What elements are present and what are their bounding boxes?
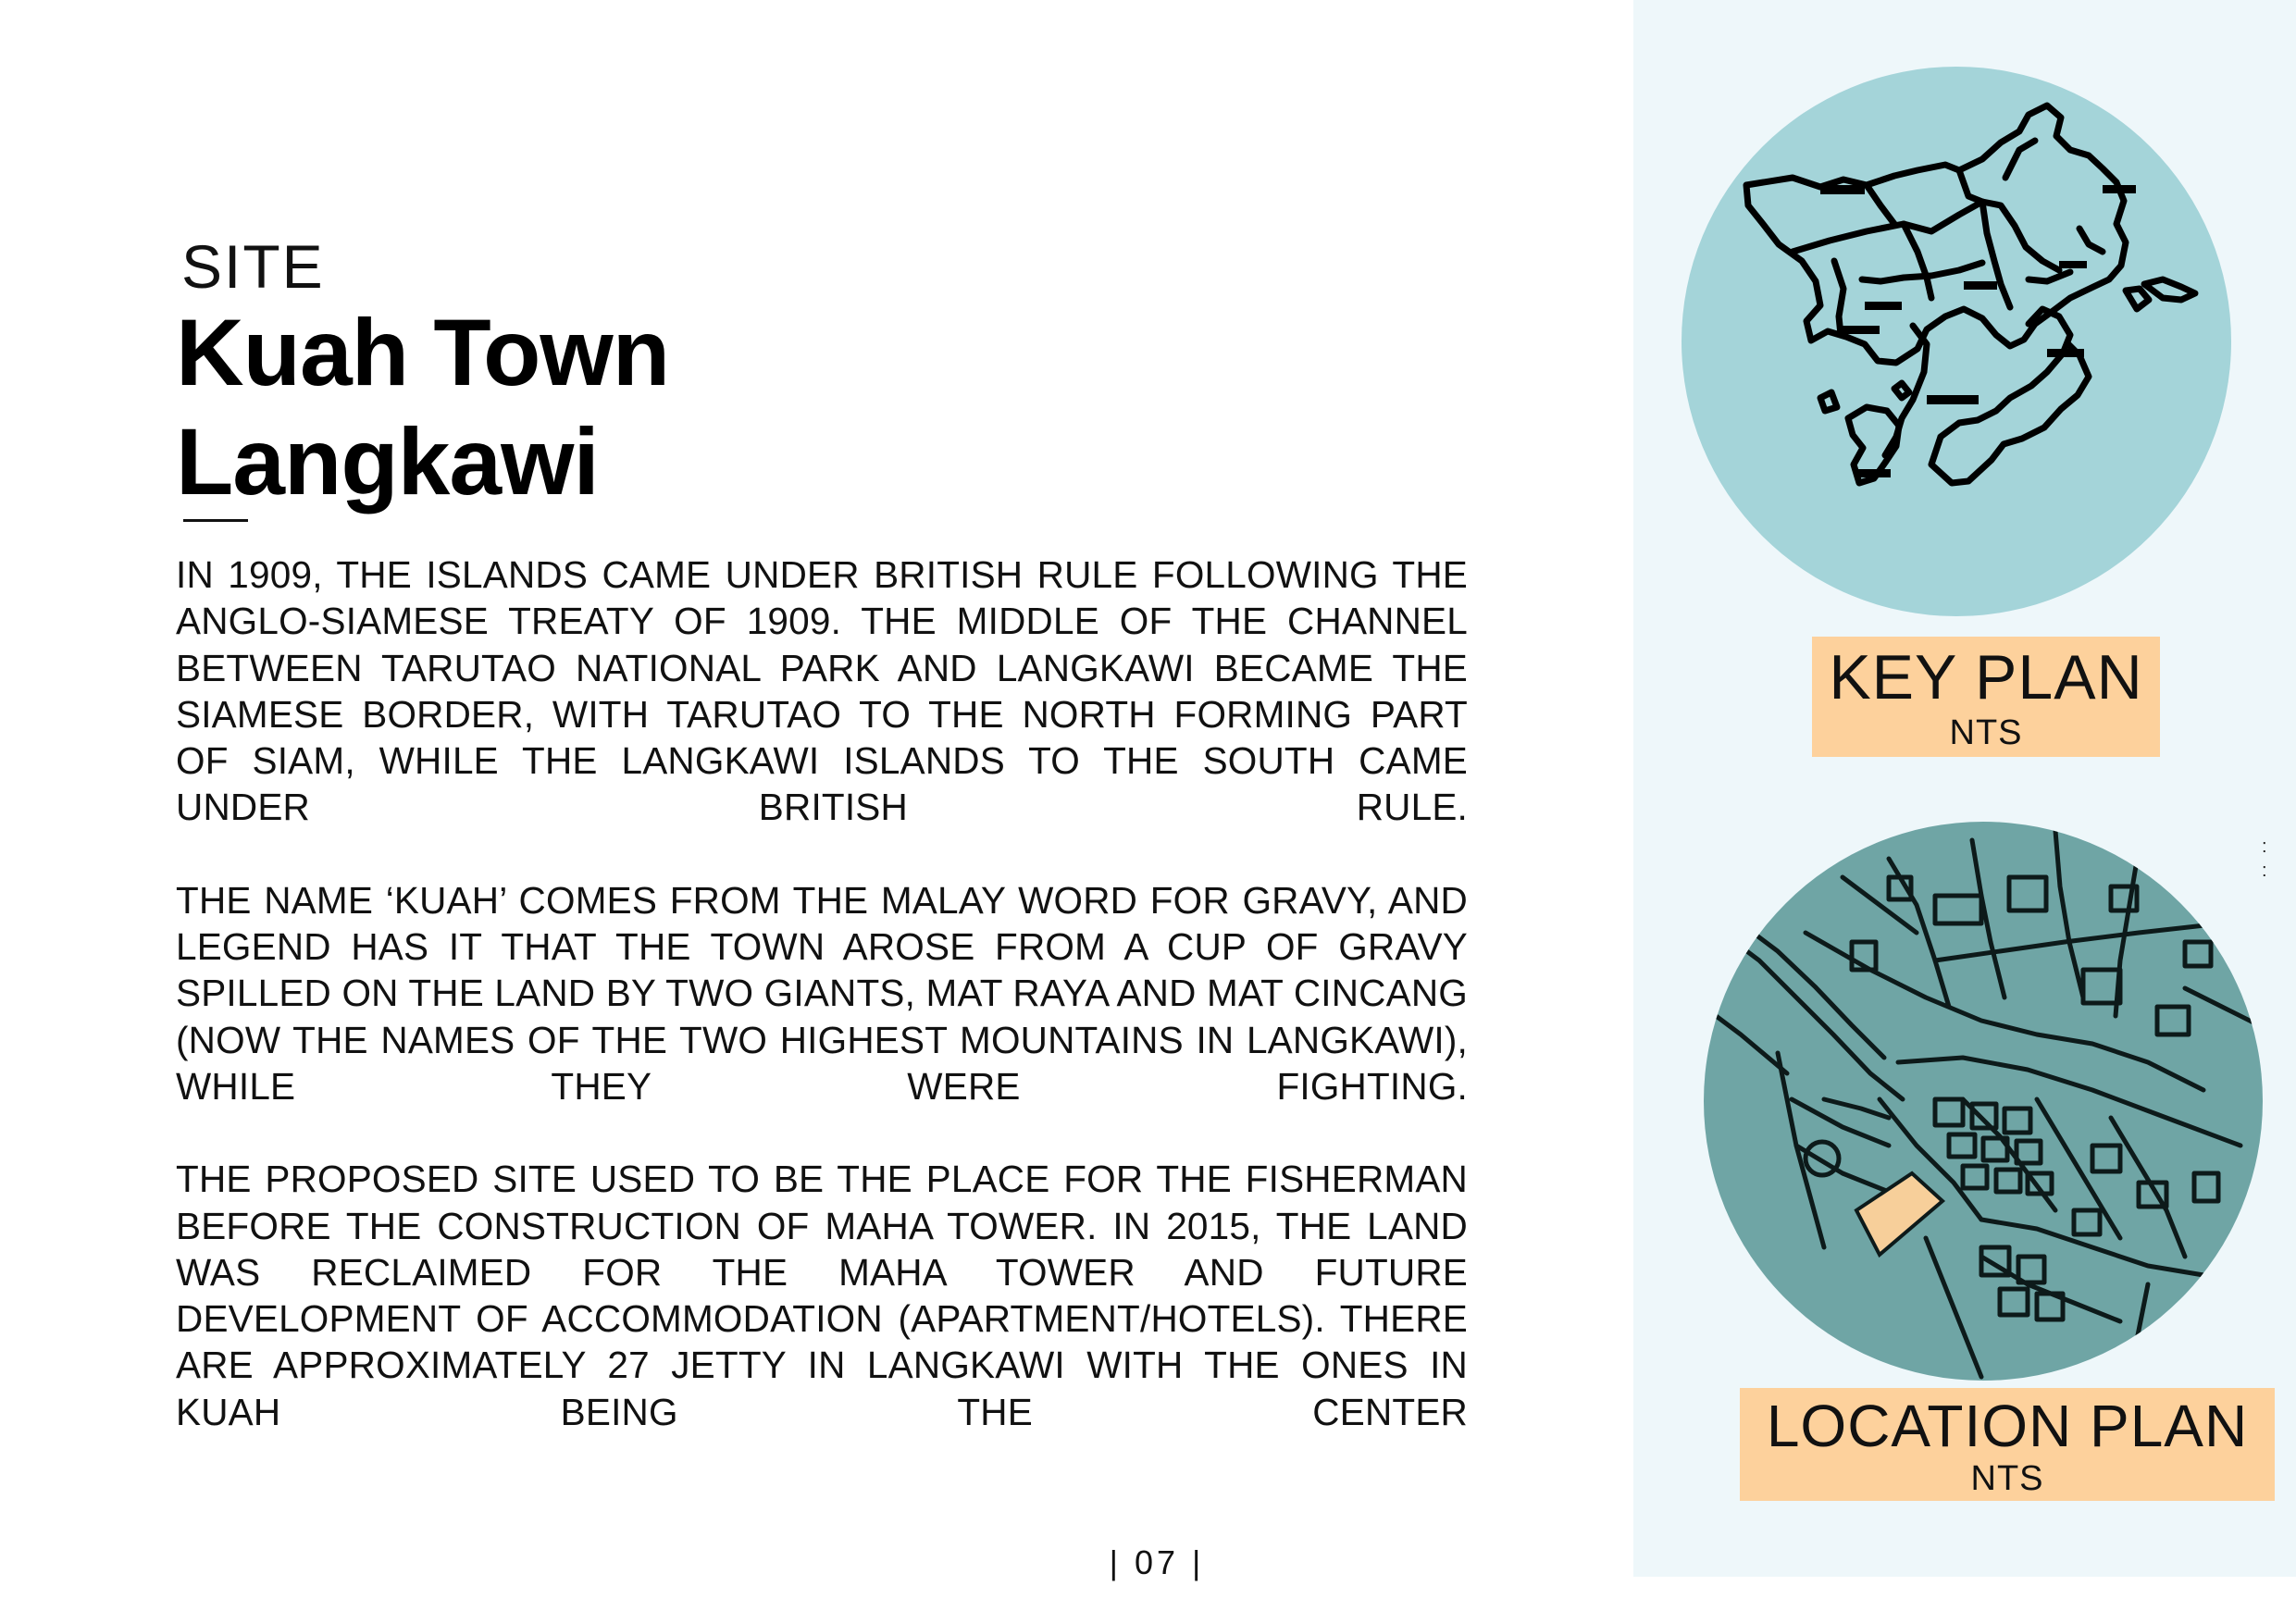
paragraph-history: IN 1909, THE ISLANDS CAME UNDER BRITISH RULE FOLLOWING THE ANGLO-SIAMESE TREATY OF 1909. THE MIDDLE OF THE CHANNEL BETWEEN TARUTAO NATIONAL PARK AND LANGKAWI BECAME THE SIAMESE BORDER, WITH TARUTAO TO THE NORTH FORMING PART OF SIAM, WHILE THE LANGKAWI ISLANDS TO THE SOUTH CAME UNDER BRITISH RULE. bbox=[176, 553, 1468, 829]
key-plan-title: KEY PLAN bbox=[1829, 642, 2143, 712]
key-plan-scale: NTS bbox=[1949, 713, 2023, 752]
key-plan-label bbox=[1812, 637, 2160, 757]
street-map-icon bbox=[1704, 822, 2263, 1381]
key-plan-map bbox=[1682, 67, 2231, 616]
paragraph-name-origin: THE NAME ‘KUAH’ COMES FROM THE MALAY WORD FOR GRAVY, AND LEGEND HAS IT THAT THE TOWN AROSE FROM A CUP OF GRAVY SPILLED ON THE LAND BY TWO GIANTS, MAT RAYA AND MAT CINCANG (NOW THE NAMES OF THE TWO HIGHEST MOUNTAINS IN LANGKAWI), WHILE THEY WERE FIGHTING. bbox=[176, 878, 1468, 1108]
page-title bbox=[176, 298, 669, 516]
title-line-1: Kuah Town bbox=[176, 300, 670, 405]
dot-marks: : : bbox=[2262, 836, 2267, 881]
location-plan-title: LOCATION PLAN bbox=[1766, 1393, 2249, 1459]
title-line-2: Langkawi bbox=[176, 409, 599, 514]
location-plan-label bbox=[1740, 1388, 2275, 1501]
body-text bbox=[176, 551, 1468, 1481]
paragraph-proposed-site: THE PROPOSED SITE USED TO BE THE PLACE FOR THE FISHERMAN BEFORE THE CONSTRUCTION OF MAHA TOWER. IN 2015, THE LAND WAS RECLAIMED FOR THE MAHA TOWER AND FUTURE DEVELOPMENT OF ACCOMMODATION (APARTMENT/HOTELS). THERE ARE APPROXIMATELY 27 JETTY IN LANGKAWI WITH THE ONES IN KUAH BEING THE CENTER bbox=[176, 1158, 1468, 1433]
title-divider bbox=[183, 519, 248, 522]
section-eyebrow: SITE bbox=[181, 232, 325, 301]
location-plan-map bbox=[1704, 822, 2263, 1381]
location-plan-scale: NTS bbox=[1970, 1459, 2044, 1498]
island-map-icon bbox=[1682, 67, 2231, 616]
page-number: | 07 | bbox=[1109, 1543, 1205, 1581]
